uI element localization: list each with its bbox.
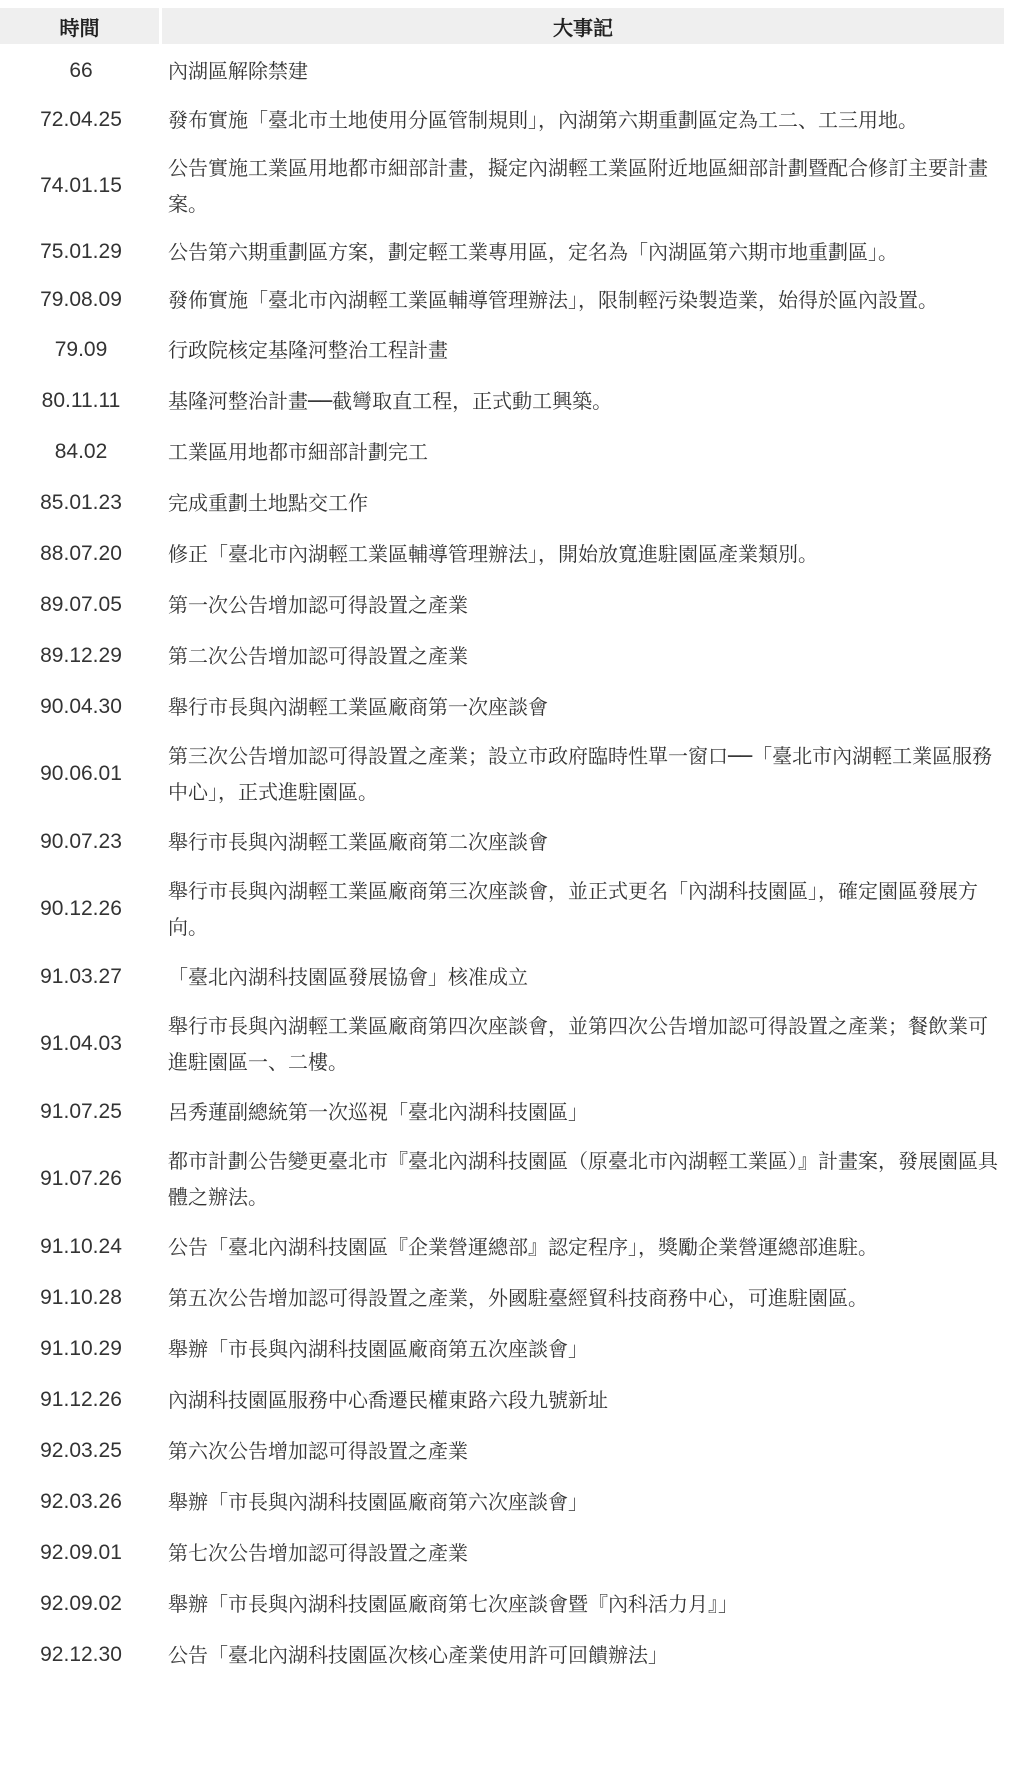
table-row bbox=[0, 1425, 1004, 1476]
row-event: 呂秀蓮副總統第一次巡視「臺北內湖科技園區」 bbox=[168, 1099, 588, 1124]
row-event: 公告實施工業區用地都市細部計畫，擬定內湖輕工業區附近地區細部計劃暨配合修訂主要計畫案。 bbox=[168, 156, 988, 216]
row-date: 79.08.09 bbox=[40, 288, 122, 311]
date-column-header: 時間 bbox=[0, 8, 162, 45]
row-date: 91.10.24 bbox=[40, 1234, 122, 1258]
row-date: 91.04.03 bbox=[40, 1032, 122, 1055]
row-event: 舉辦「市長與內湖科技園區廠商第七次座談會暨『內科活力月』」 bbox=[168, 1591, 738, 1616]
table-row bbox=[0, 96, 1004, 144]
table-row bbox=[0, 45, 1004, 96]
table-row bbox=[0, 144, 1004, 228]
row-event: 基隆河整治計畫──截彎取直工程，正式動工興築。 bbox=[168, 388, 613, 413]
row-event: 修正「臺北市內湖輕工業區輔導管理辦法」，開始放寬進駐園區產業類別。 bbox=[168, 541, 818, 566]
event-column-header: 大事記 bbox=[162, 8, 1004, 45]
table-row bbox=[0, 816, 1004, 867]
row-date: 89.12.29 bbox=[40, 643, 122, 667]
table-row bbox=[0, 1527, 1004, 1578]
table-row bbox=[0, 528, 1004, 579]
row-event: 發布實施「臺北市土地使用分區管制規則」，內湖第六期重劃區定為工二、工三用地。 bbox=[168, 108, 918, 132]
row-event: 第五次公告增加認可得設置之產業，外國駐臺經貿科技商務中心，可進駐園區。 bbox=[168, 1285, 868, 1310]
row-event: 第三次公告增加認可得設置之產業；設立市政府臨時性單一窗口──「臺北市內湖輕工業區服務中心」，正式進駐園區。 bbox=[168, 744, 993, 804]
row-date: 91.03.27 bbox=[40, 964, 122, 988]
table-row bbox=[0, 1323, 1004, 1374]
row-date: 90.06.01 bbox=[40, 762, 122, 785]
table-row bbox=[0, 477, 1004, 528]
row-date: 92.12.30 bbox=[40, 1642, 122, 1666]
row-date: 72.04.25 bbox=[40, 108, 122, 131]
row-date: 75.01.29 bbox=[40, 240, 122, 263]
row-date: 89.07.05 bbox=[40, 592, 122, 616]
row-date: 74.01.15 bbox=[40, 174, 122, 197]
table-row bbox=[0, 867, 1004, 951]
row-event: 舉行市長與內湖輕工業區廠商第四次座談會，並第四次公告增加認可得設置之產業；餐飲業可進駐園區一、二樓。 bbox=[168, 1014, 988, 1074]
table-row bbox=[0, 276, 1004, 324]
row-date: 80.11.11 bbox=[41, 388, 121, 412]
row-date: 92.09.01 bbox=[40, 1540, 122, 1564]
row-date: 90.12.26 bbox=[40, 897, 122, 920]
table-row bbox=[0, 1137, 1004, 1221]
row-date: 91.12.26 bbox=[40, 1387, 122, 1411]
row-date: 90.07.23 bbox=[40, 829, 122, 853]
row-date: 91.07.25 bbox=[40, 1099, 122, 1123]
row-event: 第六次公告增加認可得設置之產業 bbox=[168, 1438, 468, 1463]
row-event: 舉行市長與內湖輕工業區廠商第一次座談會 bbox=[168, 694, 548, 719]
table-row bbox=[0, 1629, 1004, 1680]
row-date: 92.03.25 bbox=[40, 1438, 122, 1462]
row-event: 公告第六期重劃區方案，劃定輕工業專用區，定名為「內湖區第六期市地重劃區」。 bbox=[168, 240, 898, 264]
table-row bbox=[0, 1374, 1004, 1425]
table-row bbox=[0, 426, 1004, 477]
row-event: 完成重劃土地點交工作 bbox=[168, 490, 368, 515]
row-date: 88.07.20 bbox=[40, 541, 122, 565]
row-event: 第一次公告增加認可得設置之產業 bbox=[168, 592, 468, 617]
table-row bbox=[0, 579, 1004, 630]
table-row bbox=[0, 1272, 1004, 1323]
table-row bbox=[0, 375, 1004, 426]
row-date: 79.09 bbox=[54, 337, 108, 361]
row-event: 第二次公告增加認可得設置之產業 bbox=[168, 643, 468, 668]
row-event: 舉辦「市長與內湖科技園區廠商第六次座談會」 bbox=[168, 1489, 588, 1514]
table-row bbox=[0, 630, 1004, 681]
row-event: 發佈實施「臺北市內湖輕工業區輔導管理辦法」，限制輕污染製造業，始得於區內設置。 bbox=[168, 288, 938, 312]
table-row bbox=[0, 1221, 1004, 1272]
row-event: 「臺北內湖科技園區發展協會」核准成立 bbox=[168, 964, 528, 989]
row-event: 公告「臺北內湖科技園區次核心產業使用許可回饋辦法」 bbox=[168, 1642, 668, 1667]
table-header bbox=[0, 8, 1004, 45]
row-date: 91.10.28 bbox=[40, 1285, 122, 1309]
row-event: 工業區用地都市細部計劃完工 bbox=[168, 439, 428, 464]
table-row bbox=[0, 951, 1004, 1002]
row-date: 84.02 bbox=[54, 439, 108, 463]
row-event: 公告「臺北內湖科技園區『企業營運總部』認定程序」，獎勵企業營運總部進駐。 bbox=[168, 1234, 878, 1259]
table-row bbox=[0, 681, 1004, 732]
table-row bbox=[0, 1476, 1004, 1527]
row-event: 都市計劃公告變更臺北市『臺北內湖科技園區（原臺北市內湖輕工業區）』計畫案，發展園區具體之辦法。 bbox=[168, 1149, 998, 1209]
table-row bbox=[0, 1002, 1004, 1086]
table-row bbox=[0, 732, 1004, 816]
row-date: 90.04.30 bbox=[40, 694, 122, 718]
table-row bbox=[0, 1578, 1004, 1629]
row-event: 行政院核定基隆河整治工程計畫 bbox=[168, 337, 448, 362]
row-event: 內湖科技園區服務中心喬遷民權東路六段九號新址 bbox=[168, 1387, 608, 1412]
header-row bbox=[0, 8, 1004, 45]
row-event: 第七次公告增加認可得設置之產業 bbox=[168, 1540, 468, 1565]
row-event: 舉行市長與內湖輕工業區廠商第三次座談會，並正式更名「內湖科技園區」，確定園區發展方向。 bbox=[168, 879, 978, 939]
milestones-table bbox=[0, 8, 1004, 1680]
table-row bbox=[0, 324, 1004, 375]
table-row bbox=[0, 1086, 1004, 1137]
row-date: 91.10.29 bbox=[40, 1336, 122, 1360]
row-event: 舉辦「市長與內湖科技園區廠商第五次座談會」 bbox=[168, 1336, 588, 1361]
row-event: 內湖區解除禁建 bbox=[168, 58, 308, 83]
row-date: 85.01.23 bbox=[40, 490, 122, 514]
table-row bbox=[0, 228, 1004, 276]
row-event: 舉行市長與內湖輕工業區廠商第二次座談會 bbox=[168, 829, 548, 854]
row-date: 66 bbox=[69, 58, 93, 82]
table-body bbox=[0, 45, 1004, 1680]
row-date: 92.09.02 bbox=[40, 1591, 122, 1615]
row-date: 92.03.26 bbox=[40, 1489, 122, 1513]
row-date: 91.07.26 bbox=[40, 1167, 122, 1190]
